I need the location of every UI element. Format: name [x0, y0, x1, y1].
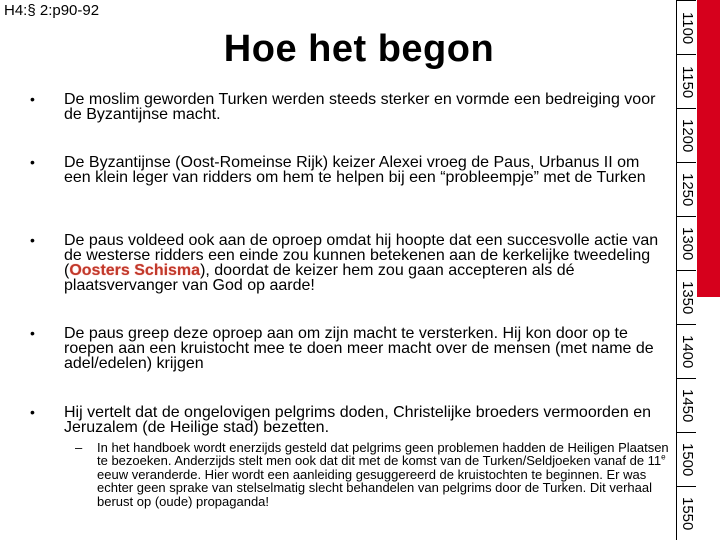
bullet-text: Hij vertelt dat de ongelovigen pelgrims doden, Christelijke broeders vermoorden en Jeruzalem (de Heilige stad) bezetten.	[64, 404, 651, 436]
slide-reference: H4:§ 2:p90-92	[4, 2, 100, 19]
timeline-year-label: 1350	[679, 281, 696, 315]
timeline-tick	[676, 162, 696, 163]
timeline-year-label: 1100	[679, 11, 696, 45]
timeline-tick	[676, 486, 696, 487]
bullet-text: De moslim geworden Turken werden steeds sterker en vormde een bedreiging voor de Byzantijnse macht.	[64, 91, 656, 123]
timeline-year-label: 1200	[679, 119, 696, 153]
bullet-dot-icon: •	[30, 232, 35, 248]
timeline-year-label: 1400	[679, 335, 696, 369]
timeline-tick	[676, 54, 696, 55]
bullet-dot-icon: •	[30, 91, 35, 107]
timeline-tick	[676, 378, 696, 379]
dash-icon: –	[75, 440, 83, 455]
timeline-year-label: 1250	[679, 173, 696, 207]
timeline-tick	[676, 0, 696, 1]
timeline-tick	[676, 216, 696, 217]
keyterm-oosters-schisma: Oosters Schisma	[69, 262, 201, 279]
bullet-text: De paus voldeed ook aan de oproep omdat hij hoopte dat een succesvolle actie van de westerse ridders een einde zou kunnen betekenen aan de kerkelijke tweedeling (Oosters Schisma), doordat de keizer hem zou gaan accepteren als dé plaatsvervanger van God op aarde!	[64, 232, 659, 294]
timeline-highlight-bar	[697, 0, 720, 297]
timeline-tick	[676, 432, 696, 433]
slide-title: Hoe het begon	[223, 28, 495, 70]
timeline-tick	[676, 108, 696, 109]
bullet-dot-icon: •	[30, 154, 35, 170]
timeline-tick	[676, 270, 696, 271]
timeline-year-label: 1450	[679, 389, 696, 423]
bullet-text: De paus greep deze oproep aan om zijn macht te versterken. Hij kon door op te roepen aan een kruistocht mee te doen meer macht over de mensen (met name de adel/edelen) krijgen	[64, 325, 654, 372]
timeline-year-label: 1300	[679, 227, 696, 261]
bullet-dot-icon: •	[30, 325, 35, 341]
timeline-year-label: 1150	[679, 65, 696, 99]
bullet-dot-icon: •	[30, 404, 35, 420]
timeline-tick	[676, 324, 696, 325]
timeline-year-label: 1500	[679, 443, 696, 477]
sub-bullet-text: In het handboek wordt enerzijds gesteld dat pelgrims geen problemen hadden de Heiligen Plaatsen te bezoeken. Anderzijds stelt men ook dat dit met de komst van de Turken/Seldjoeken vanaf de 11e eeuw veranderde. Hier wordt een aanleiding gesuggereerd de kruistochten te beginnen. Er was echter geen sprake van stelselmatig slecht behandelen van pelgrims door de Turken. Dit verhaal berust op (oude) propaganda!	[97, 440, 669, 509]
timeline-year-label: 1550	[679, 497, 696, 531]
bullet-text: De Byzantijnse (Oost-Romeinse Rijk) keizer Alexei vroeg de Paus, Urbanus II om een klein leger van ridders om hem te helpen bij een “probleempje” met de Turken	[64, 154, 646, 186]
